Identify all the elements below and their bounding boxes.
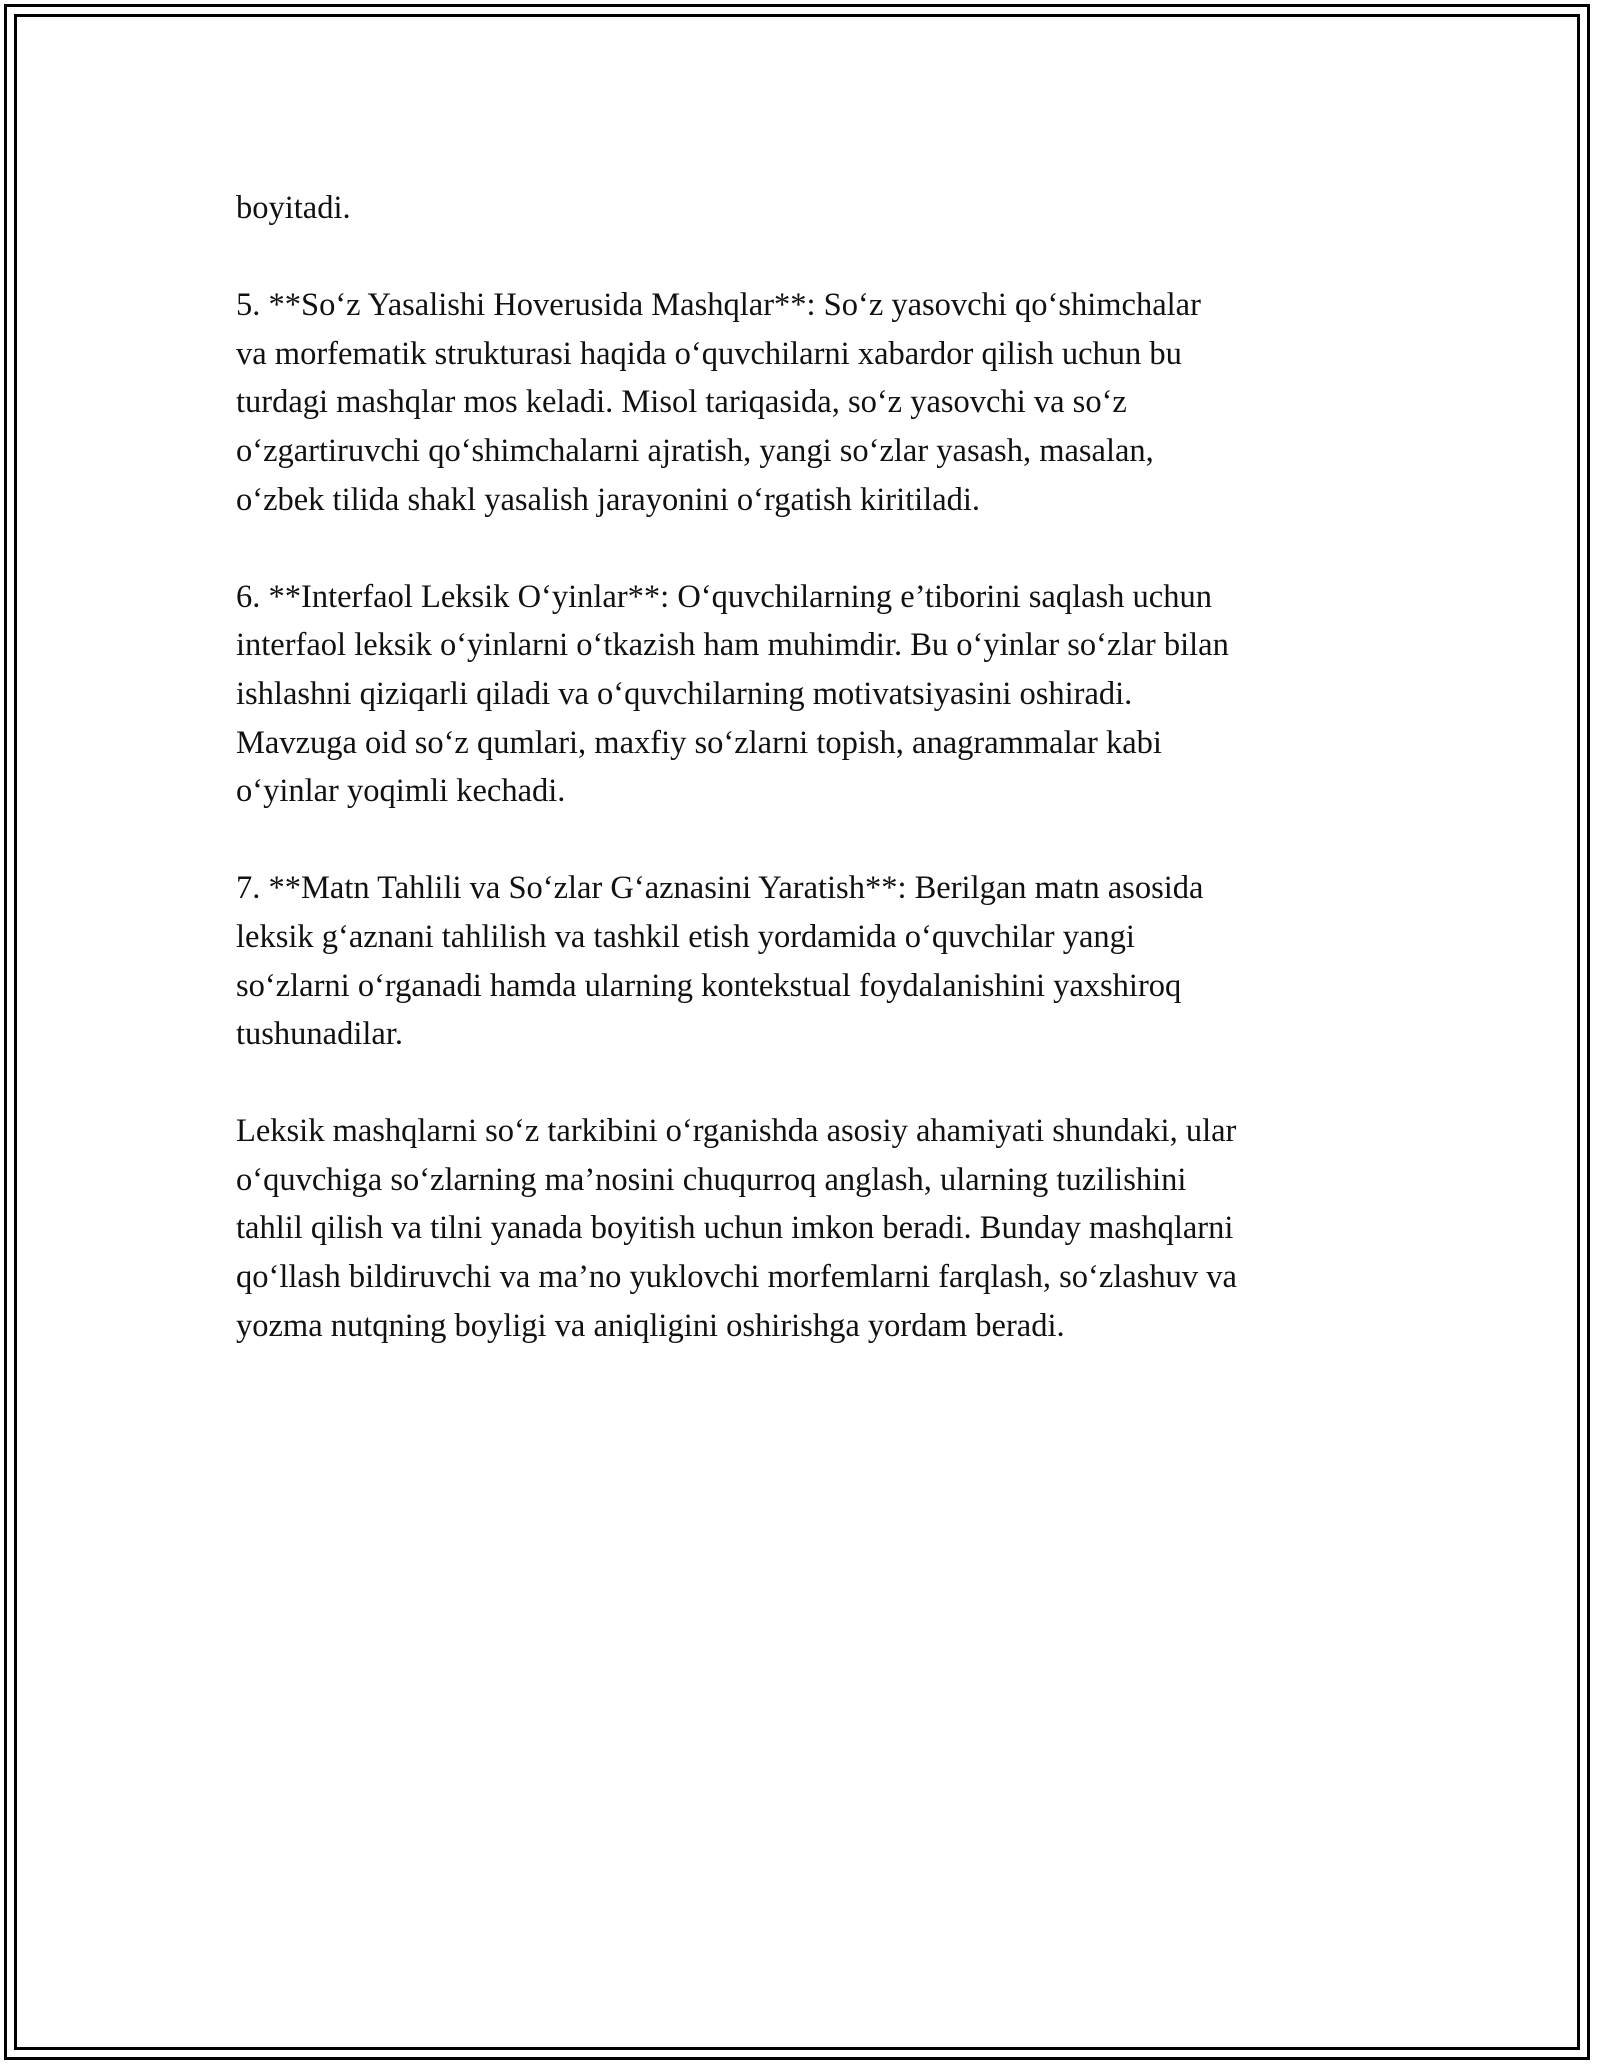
text-line: yozma nutqning boyligi va aniqligini oshirishga yordam beradi. (236, 1307, 1065, 1344)
paragraph-item-5 (236, 281, 1371, 524)
paragraph-item-7 (236, 864, 1371, 1058)
text-line: Mavzuga oid so‘z qumlari, maxfiy so‘zlarni topish, anagrammalar kabi (236, 724, 1162, 761)
text-line: turdagi mashqlar mos keladi. Misol tariqasida, so‘z yasovchi va so‘z (236, 384, 1127, 421)
text-line: leksik g‘aznani tahlilish va tashkil etish yordamida o‘quvchilar yangi (236, 918, 1135, 955)
text-line: o‘yinlar yoqimli kechadi. (236, 773, 566, 810)
text-line: 7. **Matn Tahlili va So‘zlar G‘aznasini Yaratish**: Berilgan matn asosida (236, 870, 1204, 907)
text-line: o‘zgartiruvchi qo‘shimchalarni ajratish, yangi so‘zlar yasash, masalan, (236, 432, 1154, 469)
text-line: Leksik mashqlarni so‘z tarkibini o‘rganishda asosiy ahamiyati shundaki, ular (236, 1113, 1237, 1150)
text-line: tahlil qilish va tilni yanada boyitish uchun imkon beradi. Bunday mashqlarni (236, 1210, 1234, 1247)
text-line: tushunadilar. (236, 1016, 403, 1053)
paragraph-continuation (236, 184, 1371, 233)
page-content (236, 184, 1371, 1399)
text-line: o‘quvchiga so‘zlarning ma’nosini chuqurroq anglash, ularning tuzilishini (236, 1161, 1187, 1198)
text-line: ishlashni qiziqarli qiladi va o‘quvchilarning motivatsiyasini oshiradi. (236, 675, 1133, 712)
text-line: qo‘llash bildiruvchi va ma’no yuklovchi morfemlarni farqlash, so‘zlashuv va (236, 1259, 1237, 1296)
text-line: 5. **So‘z Yasalishi Hoverusida Mashqlar**: So‘z yasovchi qo‘shimchalar (236, 287, 1201, 324)
text-line: o‘zbek tilida shakl yasalish jarayonini o‘rgatish kiritiladi. (236, 481, 981, 518)
paragraph-conclusion (236, 1107, 1371, 1350)
text-line: boyitadi. (236, 190, 351, 226)
text-line: interfaol leksik o‘yinlarni o‘tkazish ham muhimdir. Bu o‘yinlar so‘zlar bilan (236, 627, 1229, 664)
text-line: va morfematik strukturasi haqida o‘quvchilarni xabardor qilish uchun bu (236, 335, 1182, 372)
text-line: 6. **Interfaol Leksik O‘yinlar**: O‘quvchilarning e’tiborini saqlash uchun (236, 578, 1212, 615)
paragraph-item-6 (236, 573, 1371, 816)
text-line: so‘zlarni o‘rganadi hamda ularning kontekstual foydalanishini yaxshiroq (236, 967, 1182, 1004)
